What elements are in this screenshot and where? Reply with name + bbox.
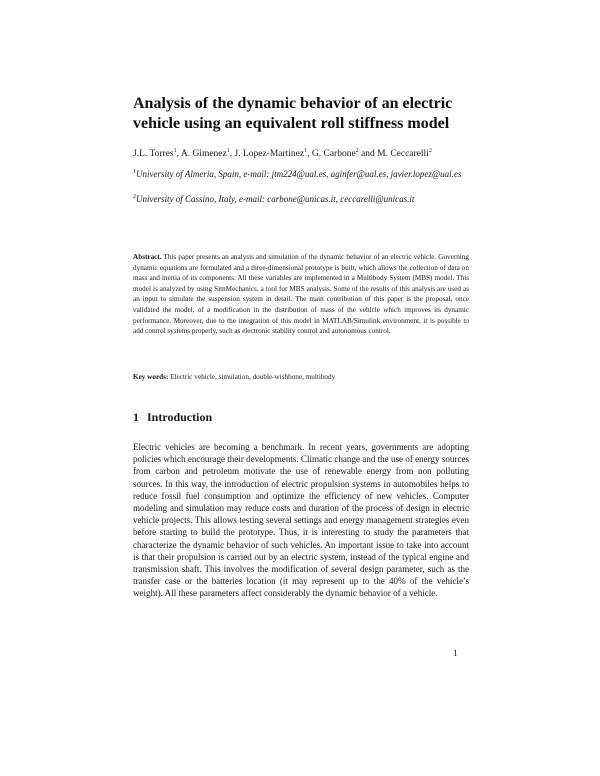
section-title: Introduction [147,410,213,424]
affiliation-2 [133,193,473,205]
abstract-text: This paper presents an analysis and simulation of the dynamic behavior of an electric vehicle. Governing dynamic equations are formulated and a three-dimensional prototype is built, which allows the collection of data on mass and inertia of its components. All these variables are implemented in a Multibody System (MBS) model. This model is analyzed by using SimMechanics, a tool for MBS analysis. Some of the results of this analysis are used as an input to simulate the suspension system in detail. The main contribution of this paper is the proposal, once validated the model, of a modification in the distribution of mass of the vehicle which improves its dynamic performance. Moreover, due to the integration of this model in MATLAB/Simulink environment, it is possible to add control systems properly, such as electronic stability control and autonomous control. [133,253,469,336]
affiliation-text: University of Almeria, Spain, e-mail: jtm224@ual.es, aginfer@ual.es, javier.lopez@ual.es [136,169,462,179]
affiliation-mark: 2 [133,194,136,200]
author-affiliation-mark: 2 [428,148,432,154]
keywords-label: Key words: [133,373,169,381]
author-name: A. Gimenez [180,149,227,159]
abstract-label: Abstract. [133,253,162,261]
introduction-paragraph: Electric vehicles are becoming a benchmark. In recent years, governments are adopting policies which encourage their developments. Climatic change and the use of energy sources from carbon and petroleum motivate the use of renewable energy from non polluting sources. In this way, the introduction of electric propulsion systems in automobiles helps to reduce fossil fuel consumption and optimize the efficiency of new vehicles. Computer modeling and simulation may reduce costs and duration of the process of design in electric vehicle projects. This allows testing several settings and energy management strategies even before starting to build the prototype. Thus, it is interesting to study the parameters that characterize the dynamic behavior of such vehicles. An important issue to take into account is that their propulsion is carried out by an electric system, instead of the typical engine and transmission shaft. This involves the modification of several design parameter, such as the transfer case or the batteries location (it may represent up to the 40% of the vehicle’s weight). All these parameters affect considerably the dynamic behavior of a vehicle. [133,442,469,599]
keywords-text: Electric vehicle, simulation, double-wishbone, multibody [170,373,336,381]
author-affiliation-mark: 1 [173,148,177,154]
author-name: G. Carbone [311,149,356,159]
section-number: 1 [133,410,139,424]
author-list: J.L. Torres$^1$, A. Gimenez$^1$, J. Lopez-Martinez$^1$, G. Carbone$^2$ and M. Ceccarelli$^2$ [133,148,432,159]
author-affiliation-mark: 2 [355,148,359,154]
affiliation-text: University of Cassino, Italy, e-mail: carbone@unicas.it, ceccarelli@unicas.it [136,194,415,204]
author-affiliation-mark: 1 [226,148,230,154]
affiliation-mark: 1 [133,169,136,175]
keywords [133,372,469,382]
abstract [133,252,469,337]
page-number: 1 [453,648,458,658]
section-heading [133,410,212,425]
affiliation-1 [133,168,473,180]
author-name: M. Ceccarelli [377,149,429,159]
author-name: J. Lopez-Martinez [234,149,305,159]
author-name: J.L. Torres [133,149,174,159]
paper-title: Analysis of the dynamic behavior of an electric vehicle using an equivalent roll stiffness model [133,95,453,132]
author-affiliation-mark: 1 [304,148,308,154]
